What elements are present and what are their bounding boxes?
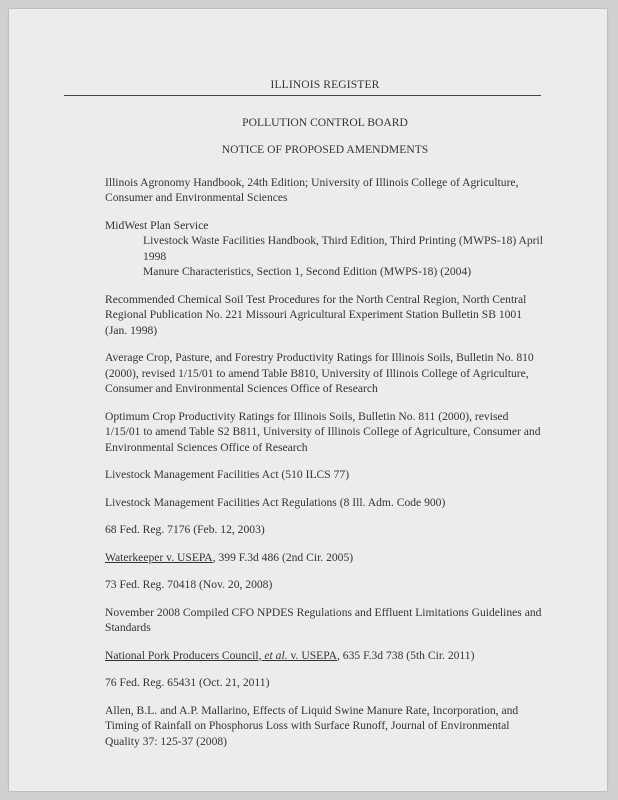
reference-lmfa: Livestock Management Facilities Act (510 ILCS 77) — [105, 468, 350, 481]
reference-soil-test: Recommended Chemical Soil Test Procedures for the North Central Region, North Central Regional Publication No. 221 Missouri Agricultural Experiment Station Bulletin SB 1001 (Jan. 1998) — [105, 292, 527, 337]
reference-midwest — [105, 218, 545, 280]
references-list — [105, 175, 545, 750]
reference-cfo-regs: November 2008 Compiled CFO NPDES Regulations and Effluent Limitations Guidelines and Standards — [105, 605, 542, 634]
reference-lmfa-regs: Livestock Management Facilities Act Regulations (8 Ill. Adm. Code 900) — [105, 495, 446, 509]
reference-waterkeeper — [105, 550, 545, 566]
waterkeeper-citation: , 399 F.3d 486 (2nd Cir. 2005) — [212, 550, 354, 564]
midwest-item-1: Livestock Waste Facilities Handbook, Third Edition, Third Printing (MWPS-18) April 1998 — [143, 234, 543, 263]
npp-case-etal: et al. — [264, 648, 288, 662]
waterkeeper-case-name: Waterkeeper v. USEPA — [105, 550, 213, 564]
reference-npp — [105, 648, 545, 664]
reference-allen: Allen, B.L. and A.P. Mallarino, Effects of Liquid Swine Manure Rate, Incorporation, and Timing of Rainfall on Phosphorus Loss with Surface Runoff, Journal of Environmental Quality 37: 125-37 (2008) — [105, 703, 519, 748]
reference-optimum-crop: Optimum Crop Productivity Ratings for Illinois Soils, Bulletin No. 811 (2000), revised 1/15/01 to amend Table S2 B811, University of Illinois College of Agriculture, Consumer and Environmental Sciences Office of Research — [105, 409, 541, 454]
register-title: ILLINOIS REGISTER — [270, 78, 380, 91]
notice-title: NOTICE OF PROPOSED AMENDMENTS — [221, 143, 429, 156]
npp-case-part-a: National Pork Producers Council, — [105, 648, 265, 662]
midwest-title: MidWest Plan Service — [105, 218, 209, 232]
midwest-item-2: Manure Characteristics, Section 1, Second Edition (MWPS-18) (2004) — [143, 265, 472, 278]
reference-fedreg-68: 68 Fed. Reg. 7176 (Feb. 12, 2003) — [105, 523, 265, 536]
reference-fedreg-73: 73 Fed. Reg. 70418 (Nov. 20, 2008) — [105, 578, 273, 591]
reference-agronomy: Illinois Agronomy Handbook, 24th Edition; University of Illinois College of Agriculture, Consumer and Environmental Sciences — [105, 175, 519, 204]
document-body — [105, 77, 545, 761]
npp-citation: , 635 F.3d 738 (5th Cir. 2011) — [337, 648, 475, 662]
npp-case-name — [105, 649, 337, 662]
reference-fedreg-76: 76 Fed. Reg. 65431 (Oct. 21, 2011) — [105, 676, 270, 689]
reference-average-crop: Average Crop, Pasture, and Forestry Productivity Ratings for Illinois Soils, Bulletin No. 810 (2000), revised 1/15/01 to amend Table B810, University of Illinois College of Agriculture, Consumer and Environmental Sciences Office of Research — [105, 351, 534, 395]
board-title: POLLUTION CONTROL BOARD — [242, 115, 408, 129]
npp-case-part-b: v. USEPA — [287, 648, 337, 662]
document-page — [9, 9, 607, 791]
